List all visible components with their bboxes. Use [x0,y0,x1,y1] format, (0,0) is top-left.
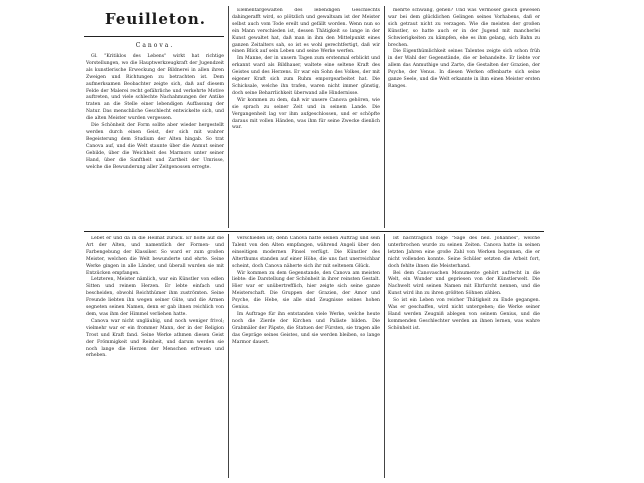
article-column-bottom-left [86,236,224,478]
feuilleton-header [88,8,223,34]
paragraph: Die Eigenthümlichkeit seines Talentes zeigte sich schon früh in der Wahl der Gegenstände, die er behandelte. Er liebte vor allem das Anmuthige und Zarte, die Gestalten der Grazien, der Psyche, der Venus. In diesen Werken offenbarte sich seine ganze Seele, und die Welt erkannte in ihm einen Meister ersten Ranges. [388,49,540,89]
paragraph: Ist nachträglich folge "Sage des heil. Johannes", welche unterbrochen wurde zu seinen Zeiten. Canova hatte in seinen letzten Jahren eine große Zahl von Werken begonnen, die er nicht vollenden konnte. Seine Schüler setzten die Arbeit fort, doch fehlte ihnen die Meisterhand. [388,236,540,269]
paragraph: Die Schönheit der Form sollte aber wieder hergestellt werden durch einen Geist, der sich mit wahrer Begeisterung dem Studium der Alten hingab. So trat Canova auf, und die Welt staunte über die Anmut seiner Gebilde, über die Weichheit des Marmors unter seiner Hand, über die Sanftheit und Zartheit der Umrisse, welche die Bewunderung aller Zeitgenossen erregte. [86,123,224,170]
paragraph: Wir kommen zu dem Gegenstande, den Canova am meisten liebte: die Darstellung der Schönheit in ihrer reinsten Gestalt. Hier war er unübertrefflich, hier zeigte sich seine ganze Meisterschaft. Die Gruppen der Grazien, der Amor und Psyche, die Hebe, sie alle sind Zeugnisse seines hohen Genius. [232,270,380,311]
column-rule [228,6,229,228]
article-column-top-middle [232,8,380,228]
paragraph: verschieden ist; denn Canova hatte seinen Auftrag und sein Talent von den Alten empfangen, während Angeli über den einseitigen modernen Pinsel verfügt. Die Künstler des Alterthums standen auf einer Höhe, die uns fast unerreichbar scheint, doch Canova näherte sich ihr mit seltenem Glück. [232,236,380,269]
paragraph: Bei dem Canovaschen Monumente gehört aufrecht in die Welt, ein Wunder und gepriesen von der Künstlerwelt. Die Nachwelt wird seinen Namen mit Ehrfurcht nennen, und die Kunst wird ihn zu ihren größten Söhnen zählen. [388,270,540,297]
paragraph: Wir kommen zu dem, daß wir unsere Canova gehören, wie sie sprach zu seiner Zeit und in seinem Lande. Die Vergangenheit lag vor ihm aufgeschlossen, und er schöpfte daraus mit vollen Händen, was ihm für seine Zwecke dienlich war. [232,97,380,131]
paragraph: Lebet er und da in die Heimat zurück. Er holte auf die Art der Alten, und namentlich der Formen- und Farbengebung der Klassiker. So ward er zum großen Meister, welchen die Welt bewunderte und ehrte. Seine Werke gingen in alle Länder, und überall wurden sie mit Entzücken empfangen. [86,236,224,276]
header-rule [84,36,224,37]
column-rule [384,6,385,228]
paragraph: Im Auftrage für ihn entstanden viele Werke, welche heute noch die Zierde der Kirchen und Paläste bilden. Die Grabmäler der Päpste, die Statuen der Fürsten, sie tragen alle das Gepräge seines Geistes, und sie werden bleiben, so lange Marmor dauert. [232,311,380,345]
article-column-top-left [86,38,224,228]
column-rule [384,234,385,478]
paragraph: Elementargewalten des lebendigen Geschlechts dahingerafft wird, so plötzlich und gewaltsam ist der Meister selbst auch vom Tode ereilt und gefällt worden. Wenn nun so ein Mann verschieden ist, dessen Thätigkeit so lange in der Kunst gewaltet hat, daß man in ihm den Mittelpunkt eines ganzen Zeitalters sah, so ist es wohl gerechtfertigt, daß wir einen Blick auf sein Leben und seine Werke werfen. [232,8,380,55]
paragraph: Gl. "Kritiklos des Lebens" wirkt hat richtige Vorstellungen, wo die Hauptwerkzeugkraft der Jugendzeit als kunstlerische Erweckung der Bildnerei in allen ihren Zweigen und Richtungen zu betrachten ist. Dem aufmerksamen Beobachter zeigte sich, daß auf diesem Felde der Malerei recht gefährliche und verkehrte Motive auftreten, und viele schlechte Nachahmungen der Antike traten an die Stelle einer lebendigen Auffassung der Natur. Das menschliche Geschlecht entwickelte sich, und die alten Meister wurden vergessen. [86,54,224,122]
section-divider [84,231,544,232]
section-title: Feuilleton. [105,10,206,28]
paragraph: Letzteren, Meister nämlich, war ein Künstler von edlen Sitten und reinem Herzen. Er lebte einfach und bescheiden, obwohl Reichthümer ihm zuströmten. Seine Freunde liebten ihn wegen seiner Güte, und die Armen segneten seinen Namen, denn er gab ihnen reichlich von dem, was ihm der Himmel verliehen hatte. [86,277,224,317]
paragraph: Canova war nicht ungläubig, und noch weniger frivol; vielmehr war er ein frommer Mann, der in der Religion Trost und Kraft fand. Seine Werke athmen diesen Geist der Frömmigkeit und Reinheit, und darum werden sie noch lange die Herzen der Menschen erfreuen und erheben. [86,318,224,359]
article-column-bottom-right [388,236,540,478]
paragraph: Im Manne, der in unsern Tagen zum erstenmal erblickt und erkannt ward als Bildhauer, waltete eine seltene Kraft des Geistes und des Herzens. Er war ein Sohn des Volkes, der mit eigener Kraft sich zum Ruhm emporgearbeitet hat. Die Schicksale, welche ihn trafen, waren nicht immer günstig, doch seine Beharrlichkeit überwand alle Hindernisse. [232,56,380,96]
article-subtitle: Canova. [135,42,175,49]
article-column-bottom-middle [232,236,380,478]
article-column-top-right [388,8,540,228]
column-rule [228,234,229,478]
paragraph: So ist ein Leben von reicher Thätigkeit zu Ende gegangen. Was er geschaffen, wird nicht untergehen; die Werke seiner Hand werden Zeugniß ablegen von seinem Genius, und die kommenden Geschlechter werden an ihnen lernen, was wahre Schönheit ist. [388,298,540,331]
paragraph: mehrte schwang, gehen? Und was Vermoser gleich gewesen war bei dem glücklichen Gelingen seines Vorhabens, daß er sich getraut nicht zu verzagen. Wie die meisten der großen Künstler, so hatte auch er in der Jugend mit mancherlei Schwierigkeiten zu kämpfen, ehe es ihm gelang, sich Bahn zu brechen. [388,8,540,48]
